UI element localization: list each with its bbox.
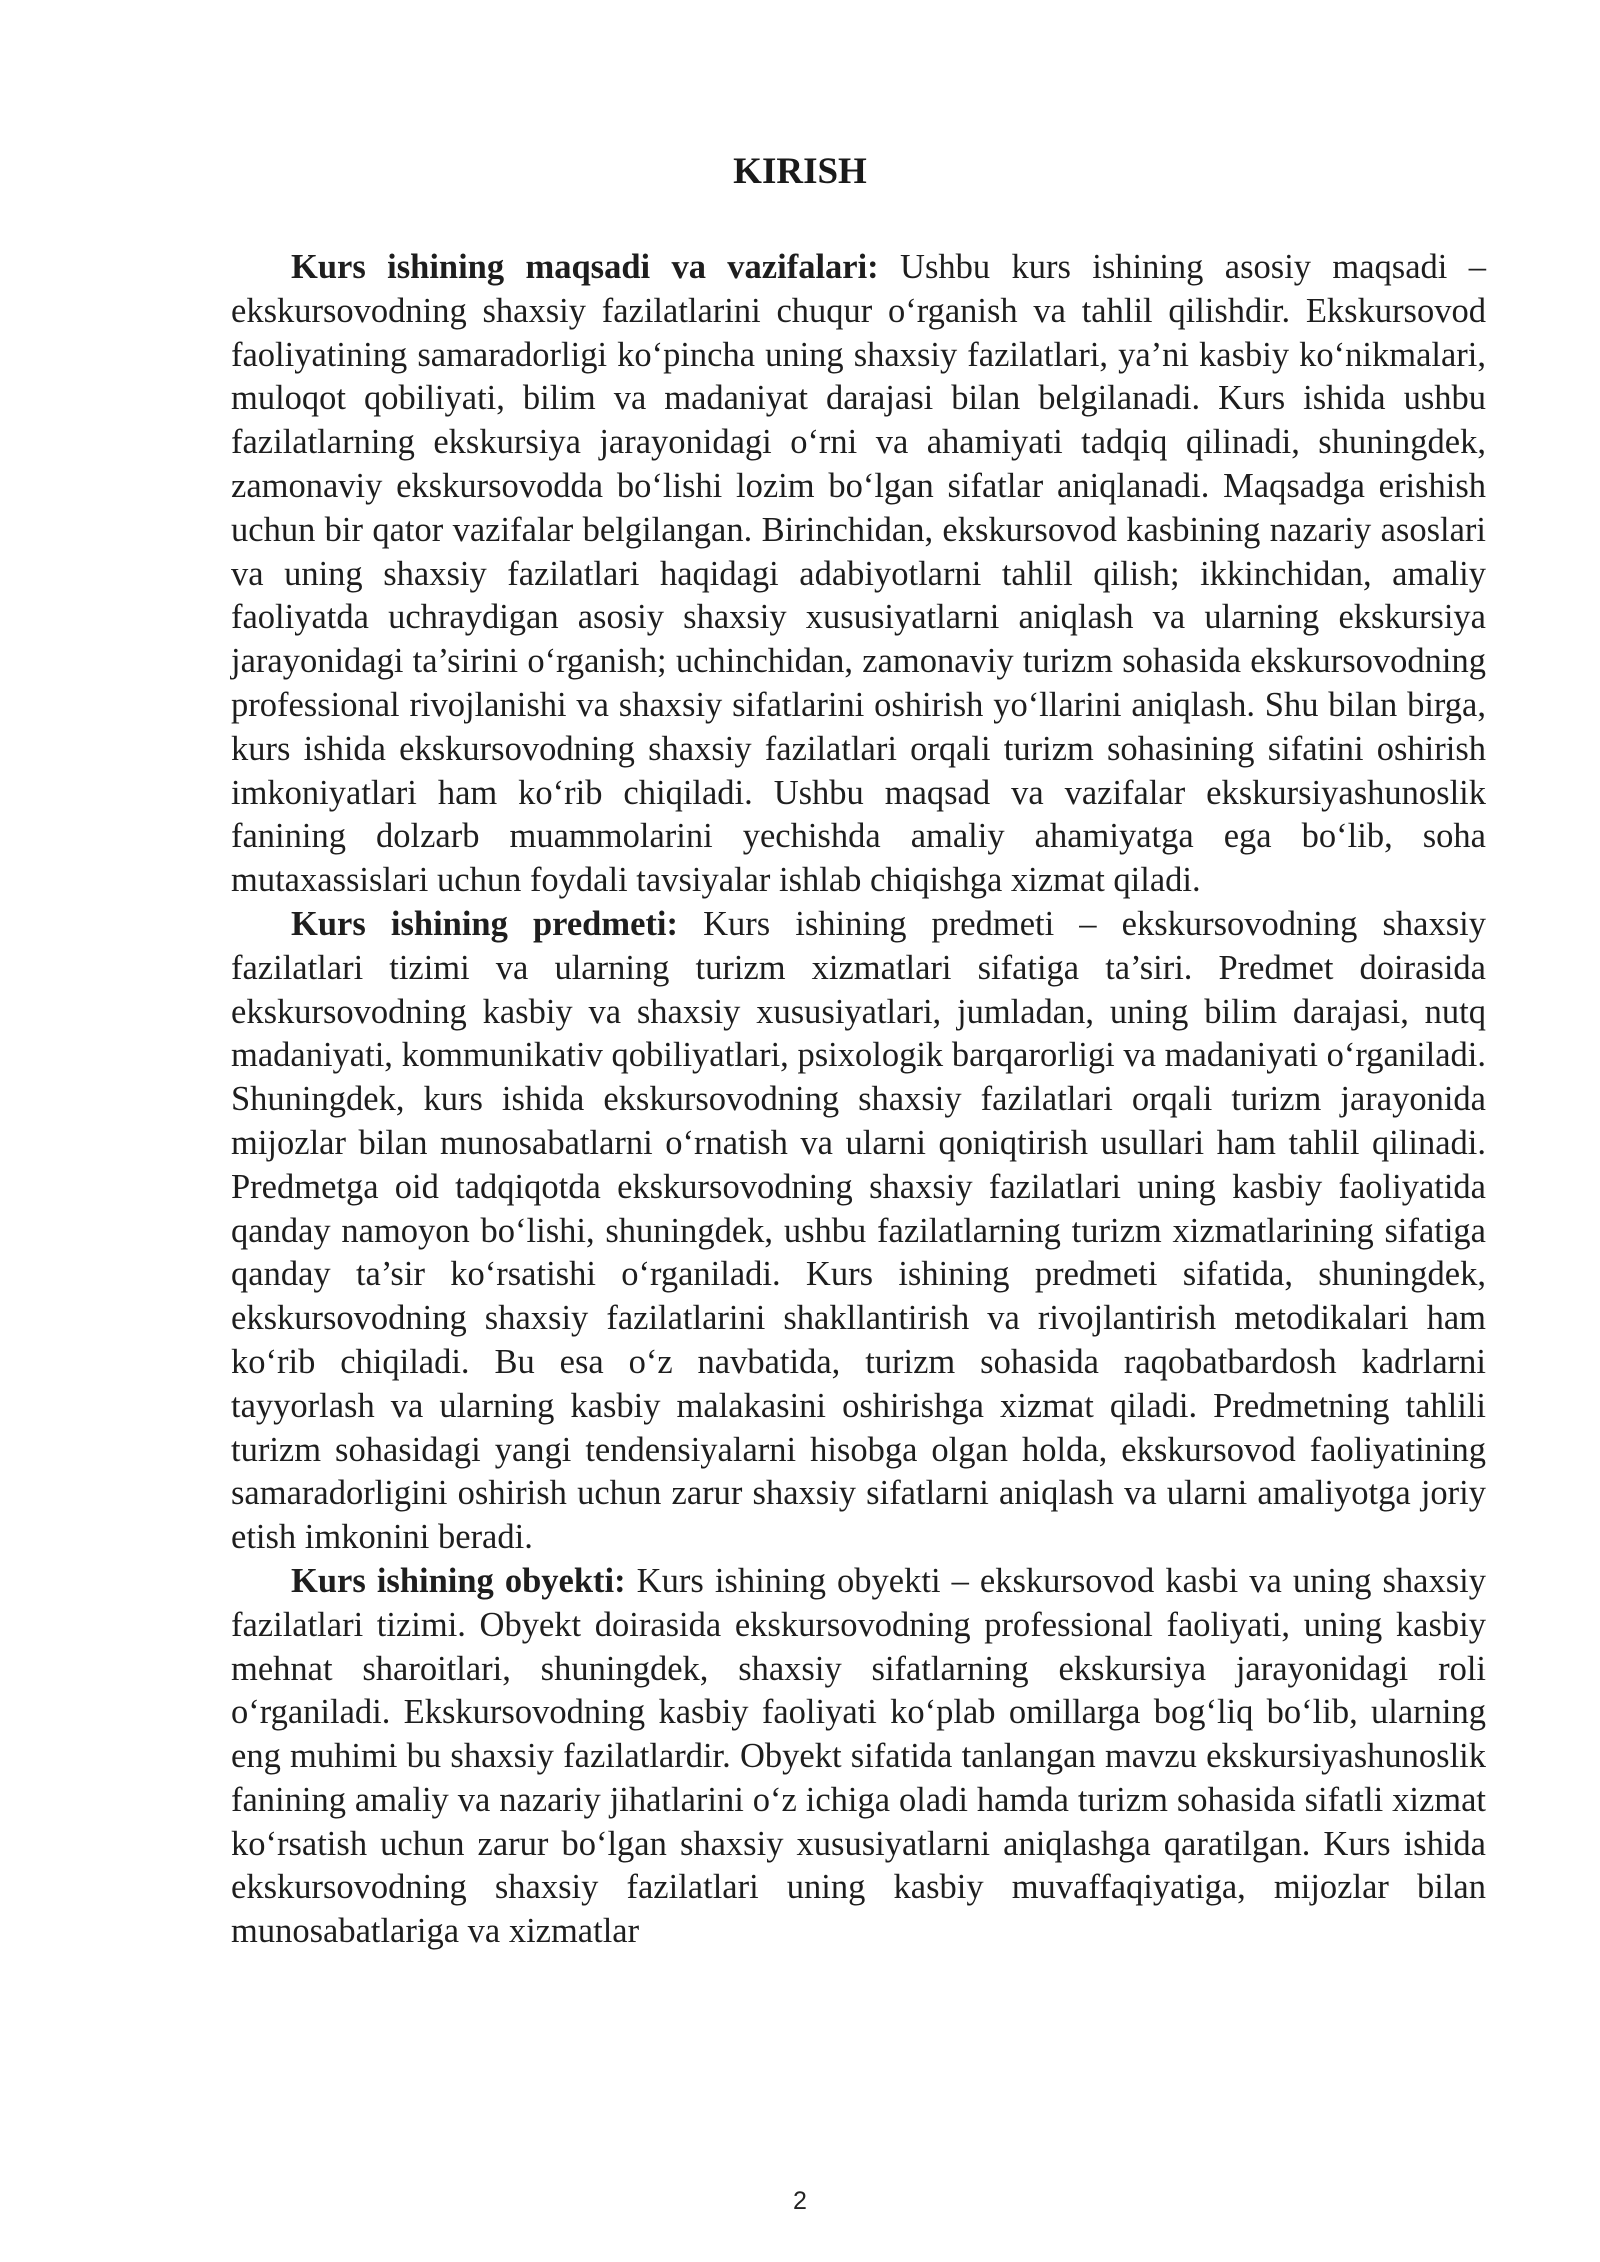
paragraph-purpose-and-tasks — [231, 246, 1486, 903]
paragraph-text: Ushbu kurs ishining asosiy maqsadi – ekskursovodning shaxsiy fazilatlarini chuqur o‘rganish va tahlil qilishdir. Ekskursovod faoliyatining samaradorligi ko‘pincha uning shaxsiy fazilatlari, ya’ni kasbiy ko‘nikmalari, muloqot qobiliyati, bilim va madaniyat darajasi bilan belgilanadi. Kurs ishida ushbu fazilatlarning ekskursiya jarayonidagi o‘rni va ahamiyati tadqiq qilinadi, shuningdek, zamonaviy ekskursovodda bo‘lishi lozim bo‘lgan sifatlar aniqlanadi. Maqsadga erishish uchun bir qator vazifalar belgilangan. Birinchidan, ekskursovod kasbining nazariy asoslari va uning shaxsiy fazilatlari haqidagi adabiyotlarni tahlil qilish; ikkinchidan, amaliy faoliyatda uchraydigan asosiy shaxsiy xususiyatlarni aniqlash va ularning ekskursiya jarayonidagi ta’sirini o‘rganish; uchinchidan, zamonaviy turizm sohasida ekskursovodning professional rivojlanishi va shaxsiy sifatlarini oshirish yo‘llarini aniqlash. Shu bilan birga, kurs ishida ekskursovodning shaxsiy fazilatlari orqali turizm sohasining sifatini oshirish imkoniyatlari ham ko‘rib chiqiladi. Ushbu maqsad va vazifalar ekskursiyashunoslik fanining dolzarb muammolarini yechishda amaliy ahamiyatga ega bo‘lib, soha mutaxassislari uchun foydali tavsiyalar ishlab chiqishga xizmat qiladi. — [231, 248, 1486, 900]
paragraph-lead: Kurs ishining maqsadi va vazifalari: — [291, 248, 879, 286]
paragraph-text: Kurs ishining predmeti – ekskursovodning shaxsiy fazilatlari tizimi va ularning turizm xizmatlari sifatiga ta’siri. Predmet doirasida ekskursovodning kasbiy va shaxsiy xususiyatlari, jumladan, uning bilim darajasi, nutq madaniyati, kommunikativ qobiliyatlari, psixologik barqarorligi va madaniyati o‘rganiladi. Shuningdek, kurs ishida ekskursovodning shaxsiy fazilatlari orqali turizm jarayonida mijozlar bilan munosabatlarni o‘rnatish va ularni qoniqtirish usullari ham tahlil qilinadi. Predmetga oid tadqiqotda ekskursovodning shaxsiy fazilatlari uning kasbiy faoliyatida qanday namoyon bo‘lishi, shuningdek, ushbu fazilatlarning turizm xizmatlarining sifatiga qanday ta’sir ko‘rsatishi o‘rganiladi. Kurs ishining predmeti sifatida, shuningdek, ekskursovodning shaxsiy fazilatlarini shakllantirish va rivojlantirish metodikalari ham ko‘rib chiqiladi. Bu esa o‘z navbatida, turizm sohasida raqobatbardosh kadrlarni tayyorlash va ularning kasbiy malakasini oshirishga xizmat qiladi. Predmetning tahlili turizm sohasidagi yangi tendensiyalarni hisobga olgan holda, ekskursovod faoliyatining samaradorligini oshirish uchun zarur shaxsiy sifatlarni aniqlash va ularni amaliyotga joriy etish imkonini beradi. — [231, 904, 1486, 1557]
page-title: KIRISH — [733, 151, 867, 192]
paragraph-object — [231, 1560, 1486, 1954]
paragraph-text: Kurs ishining obyekti – ekskursovod kasbi va uning shaxsiy fazilatlari tizimi. Obyekt doirasida ekskursovodning professional faoliyati, uning kasbiy mehnat sharoitlari, shuningdek, shaxsiy sifatlarning ekskursiya jarayonidagi roli o‘rganiladi. Ekskursovodning kasbiy faoliyati ko‘plab omillarga bog‘liq bo‘lib, ularning eng muhimi bu shaxsiy fazilatlardir. Obyekt sifatida tanlangan mavzu ekskursiyashunoslik fanining amaliy va nazariy jihatlarini o‘z ichiga oladi hamda turizm sohasida sifatli xizmat ko‘rsatish uchun zarur bo‘lgan shaxsiy xususiyatlarni aniqlashga qaratilgan. Kurs ishida ekskursovodning shaxsiy fazilatlari uning kasbiy muvaffaqiyatiga, mijozlar bilan munosabatlariga va xizmatlar — [231, 1561, 1486, 1951]
paragraph-lead: Kurs ishining obyekti: — [291, 1561, 626, 1600]
page-number: 2 — [793, 2187, 807, 2215]
paragraph-subject — [231, 903, 1486, 1560]
body-text — [231, 246, 1486, 1954]
paragraph-lead: Kurs ishining predmeti: — [291, 904, 678, 943]
